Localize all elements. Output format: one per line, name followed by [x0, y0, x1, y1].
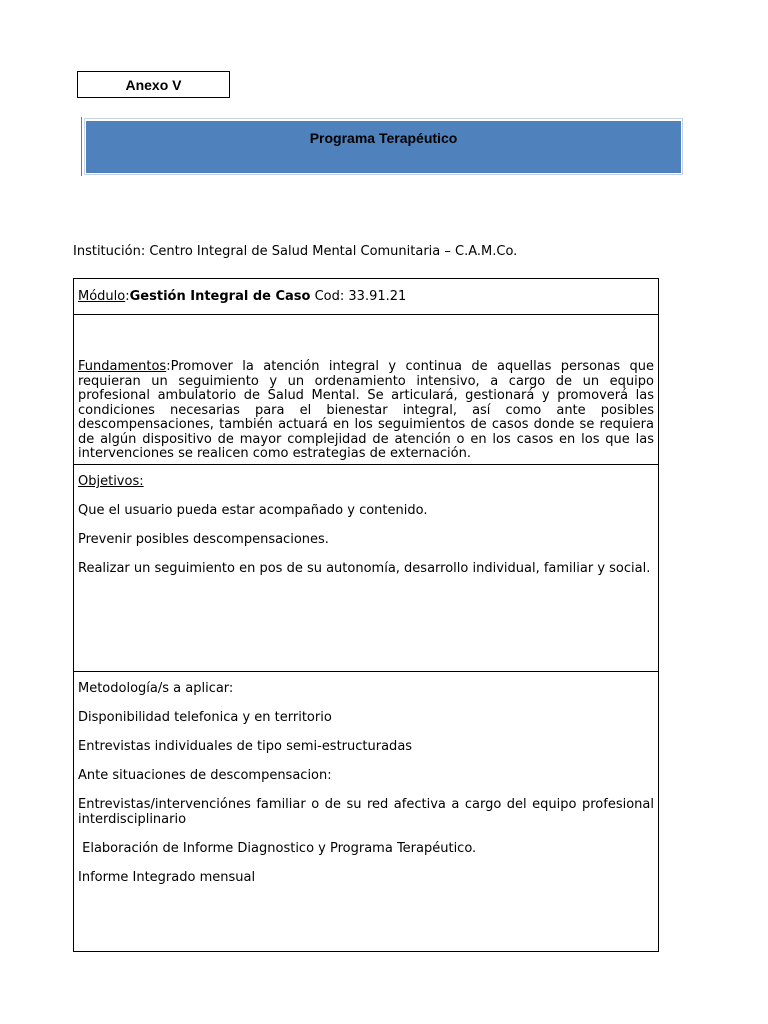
module-row	[74, 279, 658, 315]
fundamentos-separator: :	[166, 359, 171, 374]
objetivos-label: Objetivos:	[78, 474, 144, 489]
banner-title: Programa Terapéutico	[309, 130, 458, 146]
program-table	[73, 278, 659, 952]
objetivos-row	[74, 465, 658, 672]
metodologia-label: Metodología/s a aplicar:	[78, 681, 234, 696]
fundamentos-label: Fundamentos	[78, 359, 167, 374]
metodologia-item: Entrevistas/intervenciónes familiar o de su red afectiva a cargo del equipo profesional interdisciplinario	[78, 797, 654, 827]
objetivo-item: Que el usuario pueda estar acompañado y contenido.	[78, 503, 428, 518]
fundamentos-row	[74, 315, 658, 465]
metodologia-item: Ante situaciones de descompensacion:	[78, 768, 332, 783]
institution-line: Institución: Centro Integral de Salud Mental Comunitaria – C.A.M.Co.	[73, 244, 518, 259]
module-label: Módulo	[78, 289, 126, 304]
metodologia-item: Entrevistas individuales de tipo semi-estructuradas	[78, 739, 413, 754]
objetivo-item: Realizar un seguimiento en pos de su autonomía, desarrollo individual, familiar y social.	[78, 561, 651, 576]
fundamentos-text: Promover la atención integral y continua de aquellas personas que requieran un seguimiento y un ordenamiento intensivo, a cargo de un equipo profesional ambulatorio de Salud Mental. Se articulará, gestionará y promoverá las condiciones necesarias para el bienestar integral, así como ante posibles descompensaciones, también actuará en los seguimientos de casos donde se requiera de algún dispositivo de mayor complejidad de atención o en los casos en los que las intervenciones se realicen como estrategias de externación.	[78, 359, 654, 461]
metodologia-item: Disponibilidad telefonica y en territorio	[78, 710, 332, 725]
metodologia-row	[74, 672, 658, 951]
metodologia-item: Elaboración de Informe Diagnostico y Programa Terapéutico.	[78, 841, 477, 856]
metodologia-item: Informe Integrado mensual	[78, 870, 256, 885]
title-banner	[86, 121, 681, 173]
fundamentos-paragraph	[78, 360, 654, 462]
banner-left-rule	[81, 117, 82, 176]
annex-label: Anexo V	[77, 71, 230, 98]
module-separator: :	[125, 289, 130, 304]
objetivo-item: Prevenir posibles descompensaciones.	[78, 532, 329, 547]
module-name: Gestión Integral de Caso	[129, 289, 311, 304]
module-code: Cod: 33.91.21	[310, 289, 407, 304]
